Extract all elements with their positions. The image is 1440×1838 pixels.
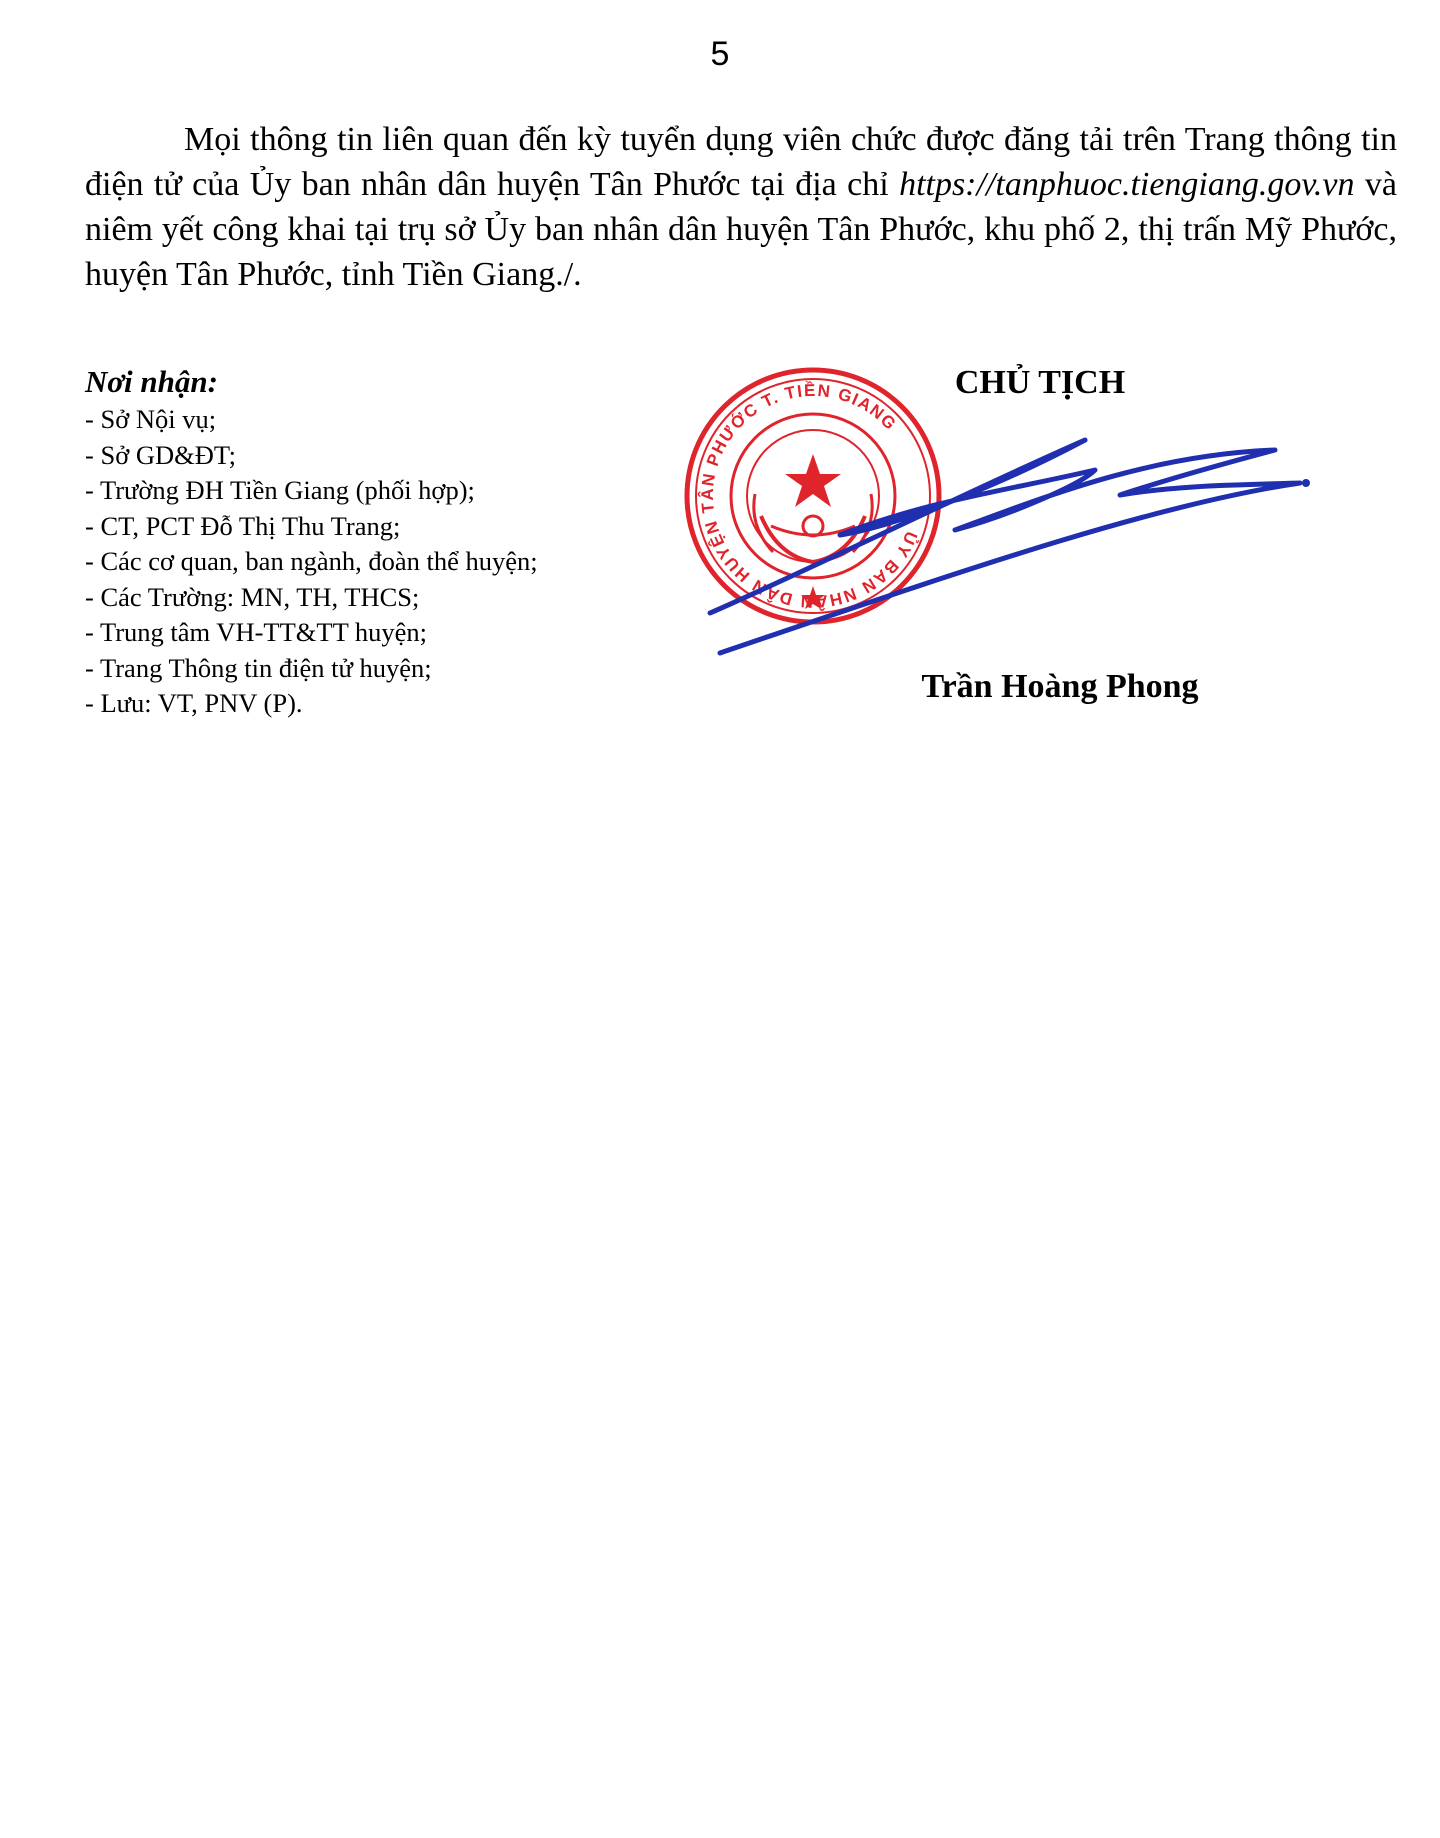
- recipient-item: - Sở GD&ĐT;: [85, 439, 236, 470]
- recipient-item: - Các cơ quan, ban ngành, đoàn thể huyện;: [85, 546, 538, 576]
- recipients-title: Nơi nhận:: [85, 364, 218, 399]
- recipients-list: [85, 402, 685, 722]
- recipient-item: - Lưu: VT, PNV (P).: [85, 688, 303, 718]
- website-url: https://tanphuoc.tiengiang.gov.vn: [899, 166, 1355, 203]
- page-number: 5: [710, 35, 730, 73]
- body-paragraph: [85, 117, 1397, 297]
- signer-title: CHỦ TỊCH: [954, 364, 1126, 401]
- paragraph-text-end: và niêm yết công khai tại trụ sở Ủy ban nhân dân huyện Tân Phước, khu phố 2, thị trấn Mỹ Phước, huyện Tân Phước, tỉnh Tiền Giang./.: [85, 166, 1397, 293]
- recipient-item: - CT, PCT Đỗ Thị Thu Trang;: [85, 510, 401, 541]
- recipient-item: - Trang Thông tin điện tử huyện;: [85, 652, 432, 683]
- signature-dot: [1302, 479, 1310, 487]
- recipient-item: - Trường ĐH Tiền Giang (phối hợp);: [85, 475, 475, 505]
- handwritten-signature: [700, 425, 1320, 670]
- paragraph-text-start: Mọi thông tin liên quan đến kỳ tuyển dụng viên chức được đăng tải trên Trang thông tin điện tử của Ủy ban nhân dân huyện Tân Phước tại địa chỉ: [85, 121, 1397, 203]
- seal-ring-text: ỦY BAN NHÂN DÂN HUYỆN TÂN PHƯỚC T. TIỀN GIANG: [697, 380, 921, 612]
- signature-stroke: [710, 440, 1300, 653]
- recipient-item: - Các Trường: MN, TH, THCS;: [85, 581, 420, 612]
- recipients-block: [85, 362, 685, 722]
- signer-name: Trần Hoàng Phong: [921, 668, 1199, 705]
- recipient-item: - Trung tâm VH-TT&TT huyện;: [85, 617, 428, 647]
- recipient-item: - Sở Nội vụ;: [85, 404, 217, 434]
